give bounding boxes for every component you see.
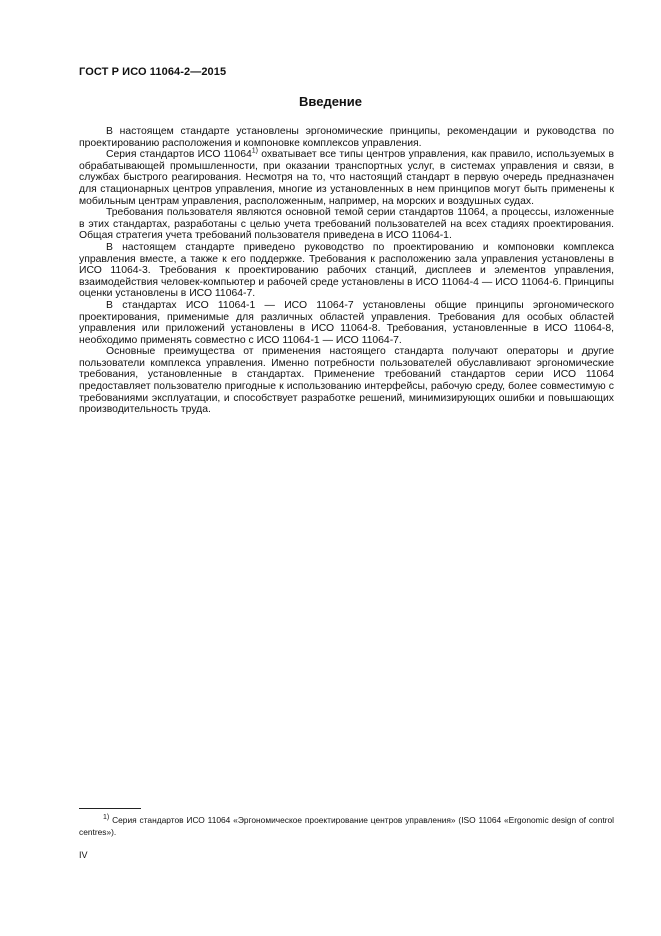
paragraph-3: Требования пользователя являются основной темой серии стандартов 11064, а процессы, изложенные в этих стандартах, разработаны с целью учета требований пользователей на всех стадиях проектирования. Общая стратегия учета требований пользователя приведена в ИСО 11064-1. xyxy=(79,207,614,242)
paragraph-5: В стандартах ИСО 11064-1 — ИСО 11064-7 установлены общие принципы эргономического проектирования, применимые для различных областей управления. Требования для особых областей управления или приложений установлены в ИСО 11064-8. Требования, установленные в ИСО 11064-8, необходимо применять совместно с ИСО 11064-1 — ИСО 11064-7. xyxy=(79,299,614,346)
document-header: ГОСТ Р ИСО 11064-2—2015 xyxy=(79,66,227,78)
footnote xyxy=(79,814,614,838)
paragraph-2-start: Серия стандартов ИСО 11064 xyxy=(106,149,252,161)
paragraph-6: Основные преимущества от применения настоящего стандарта получают операторы и другие пользователи комплекса управления. Именно потребности пользователей обуславливают эргономические требования, установленные в стандартах. Применение требований стандартов серии ИСО 11064 предоставляет пользователю пригодные к использованию интерфейсы, рабочую среду, более совместимую с требованиями эксплуатации, и способствует разработке решений, минимизирующих ошибки и повышающих производительность труда. xyxy=(79,346,614,416)
paragraph-2 xyxy=(79,149,614,207)
section-title: Введение xyxy=(299,94,362,109)
introduction-body xyxy=(79,126,614,416)
page-number: IV xyxy=(79,850,88,860)
footnote-reference: 1) xyxy=(251,147,258,155)
footnote-divider xyxy=(79,808,141,809)
footnote-marker: 1) xyxy=(103,814,110,822)
paragraph-4: В настоящем стандарте приведено руководство по проектированию и компоновки комплекса управления вместе, а также к его поддержке. Требования к расположению зала управления установлены в ИСО 11064-3. Требования к проектированию рабочих станций, дисплеев и элементов управления, взаимодействия человек-компьютер и рабочей среде установлены в ИСО 11064-4 — ИСО 11064-6. Принципы оценки установлены в ИСО 11064-7. xyxy=(79,241,614,300)
footnote-text: Серия стандартов ИСО 11064 «Эргономическое проектирование центров управления» (ISO 11064 «Ergonomic design of control centres»). xyxy=(79,815,614,837)
paragraph-2-rest: охватывает все типы центров управления, как правило, используемых в обрабатывающей промышленности, при оказании транспортных услуг, в системах управления и связи, в службах быстрого реагирования. Несмотря на то, что настоящий стандарт в первую очередь предназначен для стационарных центров управления, многие из установленных в нем принципов могут быть применены к мобильным центрам управления, расположенным, например, на морских и воздушных судах. xyxy=(79,149,614,207)
paragraph-1: В настоящем стандарте установлены эргономические принципы, рекомендации и руководства по проектированию расположения и компоновке комплексов управления. xyxy=(79,126,614,149)
